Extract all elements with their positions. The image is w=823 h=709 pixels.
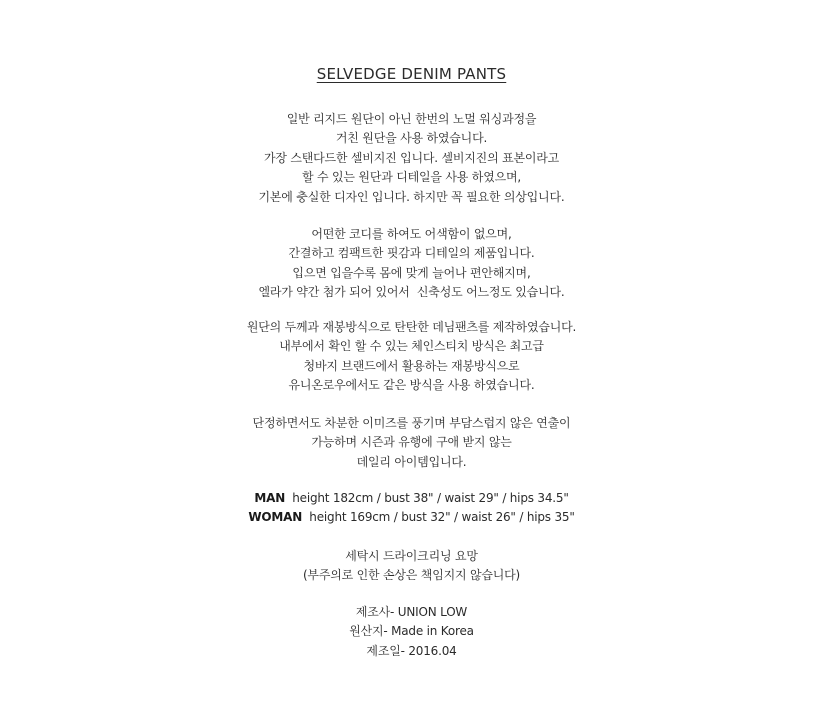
description-line: 기본에 충실한 디자인 입니다. 하지만 꼭 필요한 의상입니다.	[258, 189, 565, 204]
description-line: 엘라가 약간 첨가 되어 있어서 신축성도 어느정도 있습니다.	[258, 285, 565, 300]
woman-label: WOMAN	[248, 510, 303, 525]
description-line: 가장 스탠다드한 셀비지진 입니다. 셀비지진의 표본이라고	[263, 150, 560, 165]
description-line: 원단의 두께과 재봉방식으로 탄탄한 데님팬츠를 제작하였습니다.	[246, 320, 577, 334]
care-instructions	[0, 547, 823, 586]
model-size-info	[0, 489, 823, 528]
description-line: 내부에서 확인 할 수 있는 체인스티치 방식은 최고급	[279, 339, 544, 354]
man-label: MAN	[254, 491, 286, 505]
description-line: 단정하면서도 차분한 이미즈를 풍기며 부담스럽지 않은 연출이	[252, 416, 571, 430]
woman-spec: height 169cm / bust 32" / waist 26" / hips 35"	[302, 510, 575, 525]
description-line: 어떤한 코디를 하여도 어색함이 없으며,	[311, 227, 512, 241]
description-paragraph-fit	[0, 225, 823, 303]
description-line: 가능하며 시즌과 유행에 구애 받지 않는	[311, 435, 512, 450]
description-paragraph-style	[0, 414, 823, 472]
model-size-woman	[0, 508, 823, 527]
description-line: 거친 원단을 사용 하였습니다.	[335, 131, 488, 146]
care-line: (부주의로 인한 손상은 책임지지 않습니다)	[302, 568, 521, 583]
product-title	[0, 64, 823, 84]
description-line: 입으면 입을수록 몸에 맞게 늘어나 편안해지며,	[292, 265, 531, 280]
description-paragraph-stitching	[0, 318, 823, 396]
description-line: 청바지 브랜드에서 활용하는 재봉방식으로	[303, 358, 520, 373]
product-title-text: SELVEDGE DENIM PANTS	[316, 65, 507, 83]
description-line: 유니온로우에서도 같은 방식을 사용 하였습니다.	[288, 378, 535, 393]
manufacturer-info	[0, 603, 823, 661]
man-spec: height 182cm / bust 38" / waist 29" / hips 34.5"	[285, 491, 569, 505]
description-line: 데일리 아이템입니다.	[356, 454, 467, 469]
description-line: 일반 리지드 원단이 아닌 한번의 노멀 워싱과정을	[286, 112, 537, 126]
origin-line: 원산지- Made in Korea	[349, 624, 474, 639]
description-paragraph-fabric	[0, 110, 823, 207]
description-line: 간결하고 컴팩트한 핏감과 디테일의 제품입니다.	[288, 246, 535, 261]
manufacturer-line: 제조사- UNION LOW	[355, 605, 468, 619]
manufacture-date-line: 제조일- 2016.04	[366, 643, 457, 658]
care-line: 세탁시 드라이크리닝 요망	[345, 549, 478, 563]
model-size-man	[0, 489, 823, 508]
description-line: 할 수 있는 원단과 디테일을 사용 하였으며,	[302, 170, 521, 185]
